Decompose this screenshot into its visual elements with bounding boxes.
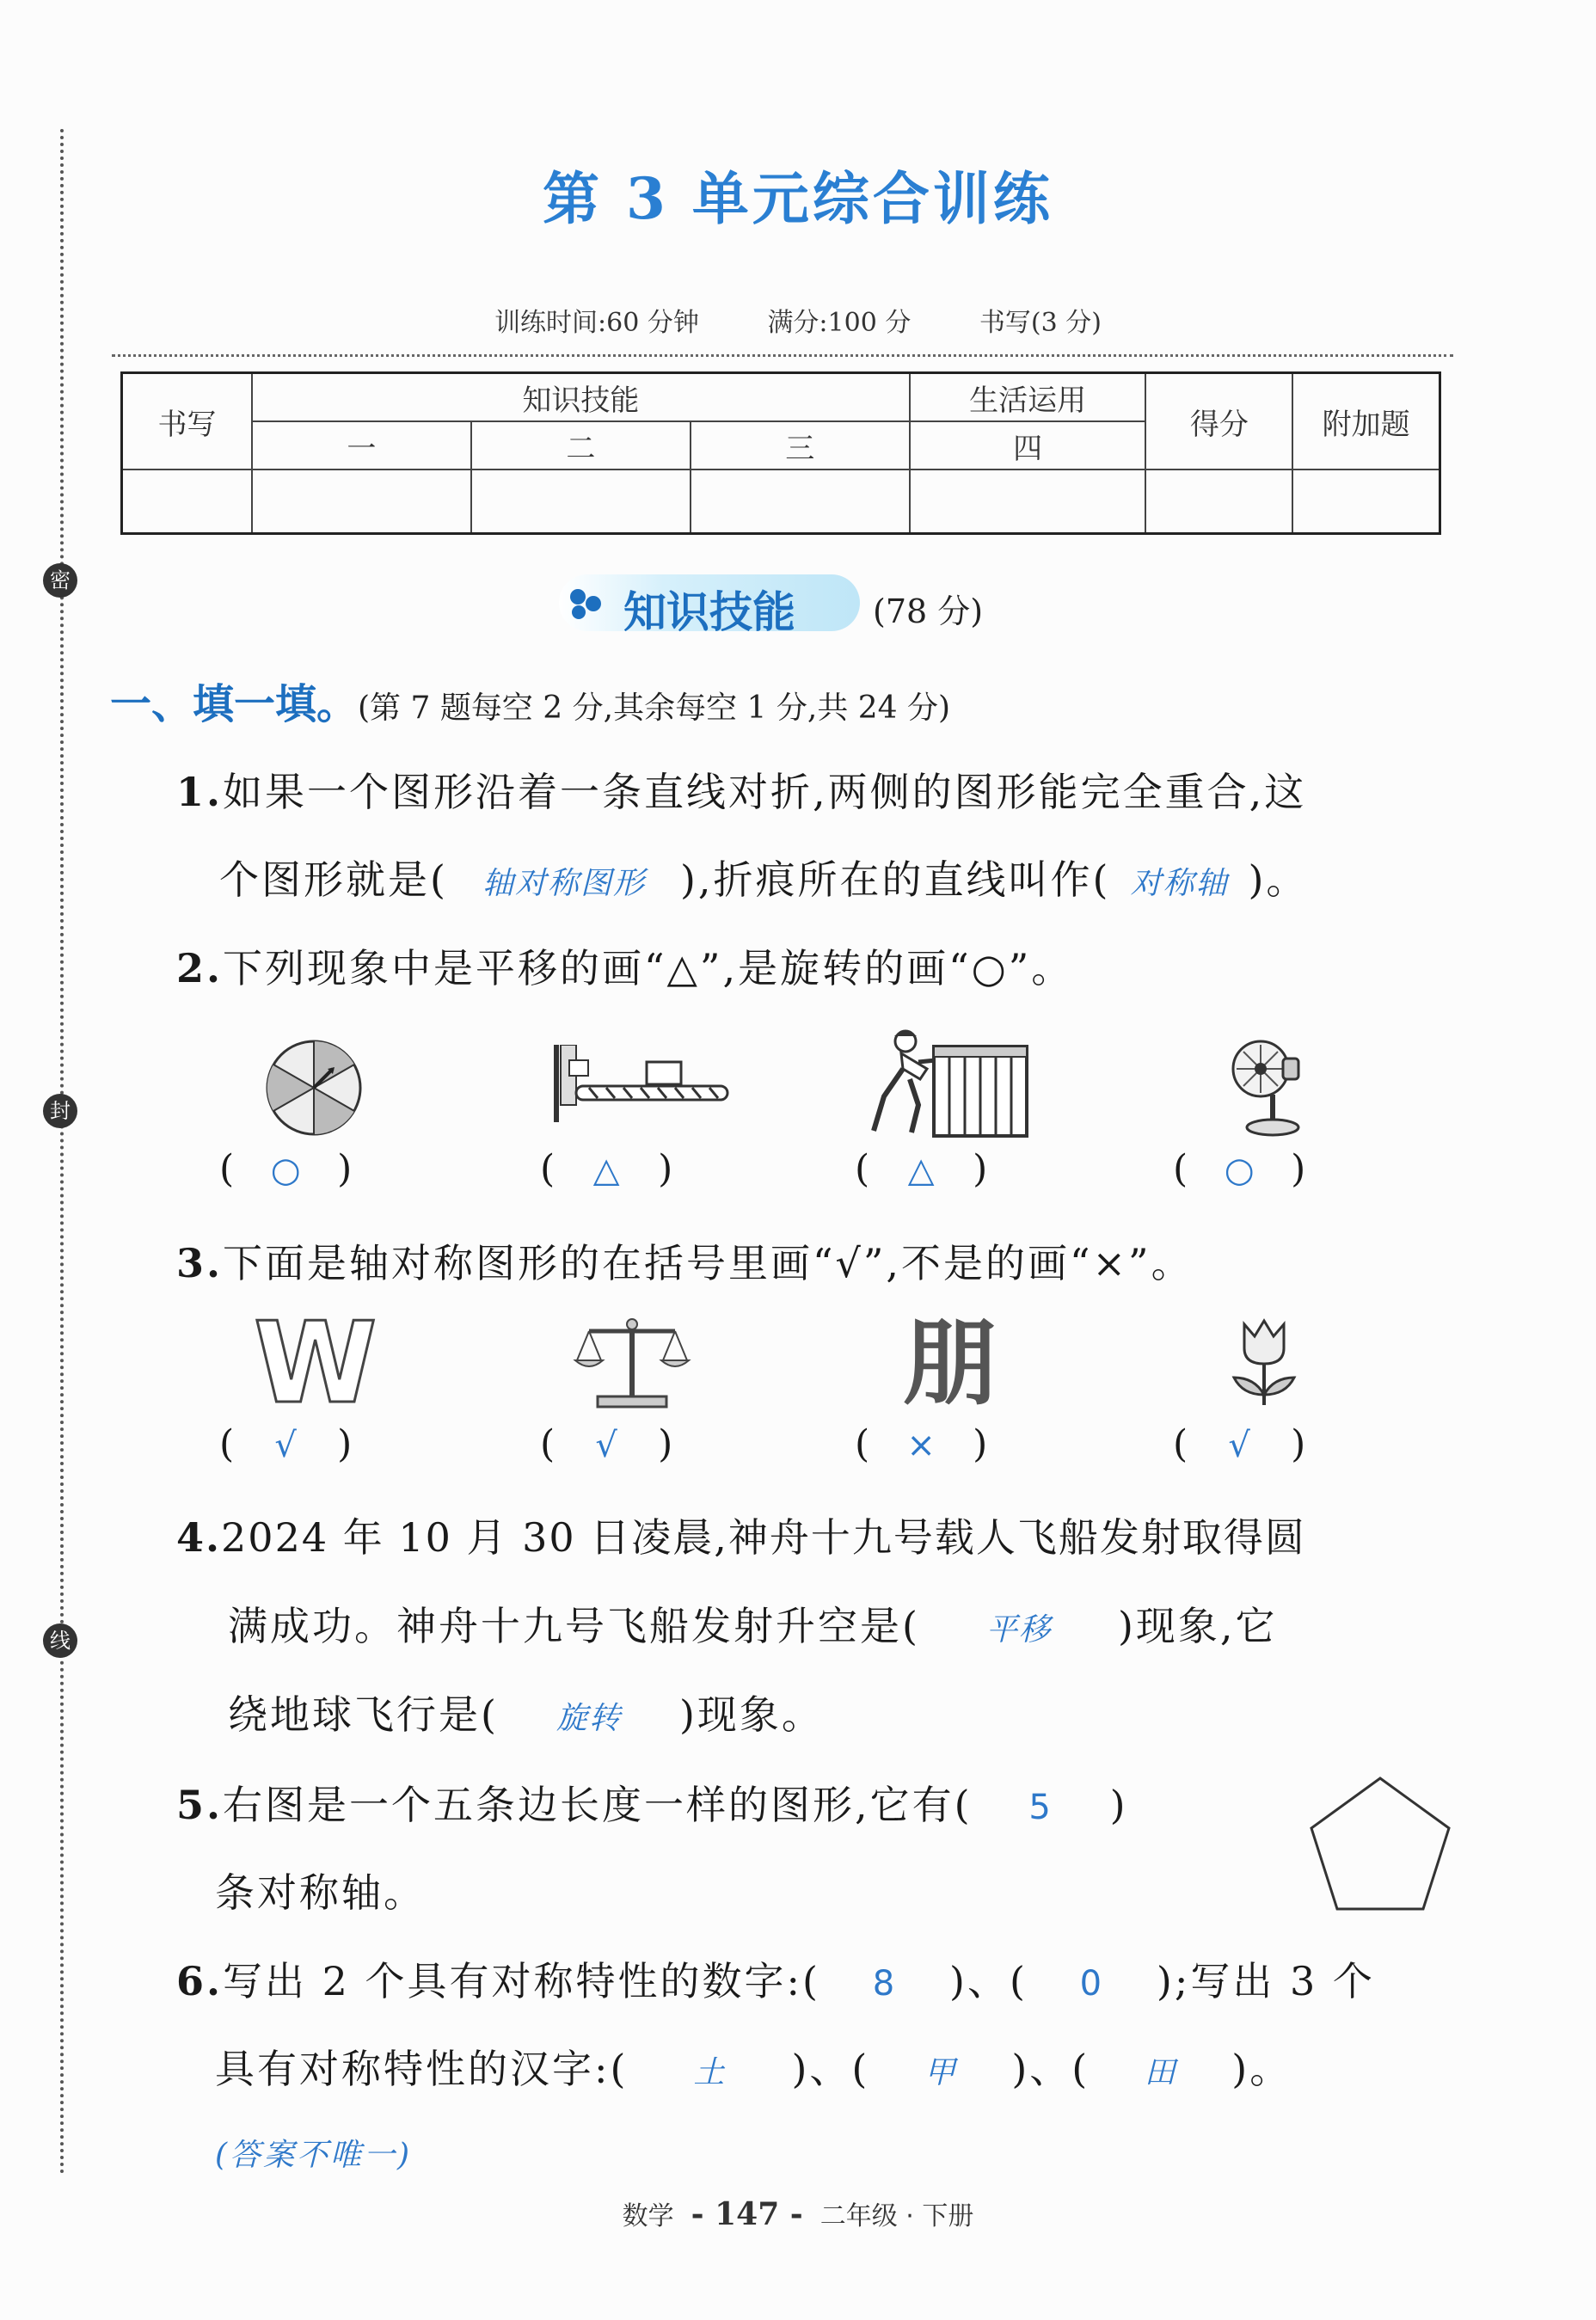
conveyor-belt-picture	[550, 1045, 731, 1122]
writing-score-info: 书写(3 分)	[979, 308, 1102, 338]
col-4: 四	[910, 421, 1146, 470]
q1-text-post: )。	[1248, 856, 1309, 903]
exam-info	[0, 301, 1596, 339]
q6-text-mid: );写出 3 个	[1156, 1958, 1375, 2004]
electric-fan-picture	[1228, 1036, 1305, 1139]
q3-text: 下面是轴对称图形的在括号里画“√”,不是的画“×”。	[223, 1240, 1194, 1286]
dots-icon	[568, 586, 605, 621]
q5-line1	[176, 1774, 1128, 1831]
col-3: 三	[691, 421, 910, 470]
q6-sep-1: )、(	[949, 1958, 1028, 2004]
q2-answer-2-row: ( △ )	[540, 1147, 673, 1191]
q6-text-pre: 写出 2 个具有对称特性的数字:(	[223, 1958, 820, 2004]
col-1: 一	[252, 421, 471, 470]
tulip-flower-picture	[1225, 1316, 1303, 1410]
score-cell	[252, 470, 471, 534]
footer-subject: 数学	[622, 2201, 674, 2231]
part-heading	[110, 671, 950, 730]
q6-text-2-pre: 具有对称特性的汉字:(	[215, 2046, 629, 2092]
page-title: 第 3 单元综合训练	[543, 165, 1053, 232]
q1-number: 1.	[176, 769, 224, 815]
score-cell	[471, 470, 691, 534]
q3-line	[176, 1232, 1194, 1289]
q4-line3	[228, 1684, 824, 1740]
q2-line	[176, 937, 1073, 994]
q2-answer-4-row: ( ○ )	[1173, 1147, 1306, 1191]
q1-answer-2: 对称轴	[1130, 866, 1229, 901]
q4-answer-1: 平移	[985, 1612, 1052, 1648]
header-writing: 书写	[122, 373, 252, 470]
q4-text-2-post: )现象,它	[1117, 1603, 1278, 1649]
q6-line2	[215, 2038, 1292, 2095]
time-info: 训练时间:60 分钟	[494, 308, 699, 338]
q1-answer-1: 轴对称图形	[482, 866, 646, 901]
q2-answer-4: ○	[1224, 1151, 1255, 1190]
q1-line1	[176, 761, 1306, 818]
score-cell	[1145, 470, 1292, 534]
part-note: (第 7 题每空 2 分,其余每空 1 分,共 24 分)	[358, 690, 951, 726]
q3-answer-3-row: ( × )	[855, 1422, 988, 1466]
q4-text-2-pre: 满成功。神舟十九号飞船发射升空是(	[228, 1603, 920, 1649]
q3-answer-1: √	[274, 1426, 297, 1465]
q2-number: 2.	[176, 945, 224, 991]
q3-answer-2-row: ( √ )	[540, 1422, 673, 1466]
header-extra: 附加题	[1292, 373, 1439, 470]
dotted-divider	[112, 354, 1453, 357]
q3-answer-4-row: ( √ )	[1173, 1422, 1306, 1466]
q6-answer-2: 0	[1079, 1964, 1105, 2004]
q4-text-1: 2024 年 10 月 30 日凌晨,神舟十九号载人飞船发射取得圆	[221, 1514, 1306, 1561]
q5-answer: 5	[1028, 1788, 1053, 1827]
header-application: 生活运用	[910, 373, 1146, 422]
q4-text-3-pre: 绕地球飞行是(	[228, 1691, 499, 1738]
header-score: 得分	[1145, 373, 1292, 470]
section-score: (78 分)	[873, 592, 984, 630]
q3-number: 3.	[176, 1240, 224, 1286]
balance-scale-picture	[572, 1316, 692, 1410]
spinning-wheel-picture	[262, 1036, 365, 1139]
footer-grade: 二年级 · 下册	[819, 2201, 974, 2231]
full-score-info: 满分:100 分	[767, 308, 912, 338]
q1-text: 如果一个图形沿着一条直线对折,两侧的图形能完全重合,这	[223, 769, 1307, 815]
q2-answer-1-row: ( ○ )	[219, 1147, 353, 1191]
score-cell	[910, 470, 1146, 534]
col-2: 二	[471, 421, 691, 470]
score-cell	[691, 470, 910, 534]
q1-line2	[219, 849, 1308, 905]
q3-answer-3: ×	[906, 1426, 936, 1465]
q6-number: 6.	[176, 1958, 224, 2004]
header-knowledge: 知识技能	[252, 373, 910, 422]
q4-answer-2: 旋转	[556, 1701, 622, 1736]
q2-answer-3-row: ( △ )	[855, 1147, 988, 1191]
q4-number: 4.	[176, 1514, 222, 1561]
page-footer	[0, 2194, 1596, 2232]
section-title: 知识技能	[623, 587, 795, 637]
q6-sep-2: )、(	[791, 2046, 870, 2092]
pentagon-picture	[1303, 1771, 1458, 1918]
q5-number: 5.	[176, 1782, 224, 1828]
q6-answer-4: 甲	[924, 2055, 957, 2090]
q1-text-mid: ),折痕所在的直线叫作(	[679, 856, 1111, 903]
q3-answer-4: √	[1228, 1426, 1250, 1465]
q6-answer-3: 土	[693, 2055, 727, 2090]
q3-answer-1-row: ( √ )	[219, 1422, 353, 1466]
pushing-box-picture	[867, 1028, 1030, 1139]
q2-text: 下列现象中是平移的画“△”,是旋转的画“○”。	[223, 945, 1074, 991]
score-table	[120, 371, 1441, 535]
q6-line1	[176, 1950, 1375, 2007]
binding-mark-mi: 密	[43, 563, 77, 598]
q1-text-pre: 个图形就是(	[219, 856, 448, 903]
q6-answer-5: 田	[1144, 2055, 1177, 2090]
q5-text-pre: 右图是一个五条边长度一样的图形,它有(	[223, 1782, 973, 1828]
score-cell	[122, 470, 252, 534]
q2-answer-1: ○	[270, 1151, 301, 1190]
q2-answer-2: △	[592, 1151, 620, 1190]
q2-answer-3: △	[907, 1151, 935, 1190]
answer-note: (答案不唯一)	[215, 2138, 413, 2173]
part-title: 一、填一填。	[110, 680, 359, 728]
q6-sep-3: )、(	[1011, 2046, 1090, 2092]
binding-mark-xian: 线	[43, 1623, 77, 1658]
letter-w-picture: W	[254, 1298, 378, 1428]
binding-mark-feng: 封	[43, 1094, 77, 1128]
score-cell	[1292, 470, 1439, 534]
page-number: - 147 -	[691, 2196, 803, 2232]
q4-line1	[176, 1507, 1306, 1563]
q3-answer-2: √	[595, 1426, 617, 1465]
q6-text-end: )。	[1231, 2046, 1292, 2092]
q5-line2: 条对称轴。	[215, 1869, 426, 1916]
q5-text-post: )	[1109, 1782, 1128, 1828]
binding-dotted-line	[60, 129, 64, 2176]
q4-text-3-post: )现象。	[678, 1691, 824, 1738]
q4-line2	[228, 1595, 1278, 1652]
q6-answer-1: 8	[872, 1964, 898, 2004]
character-peng-picture: 朋	[903, 1308, 998, 1418]
